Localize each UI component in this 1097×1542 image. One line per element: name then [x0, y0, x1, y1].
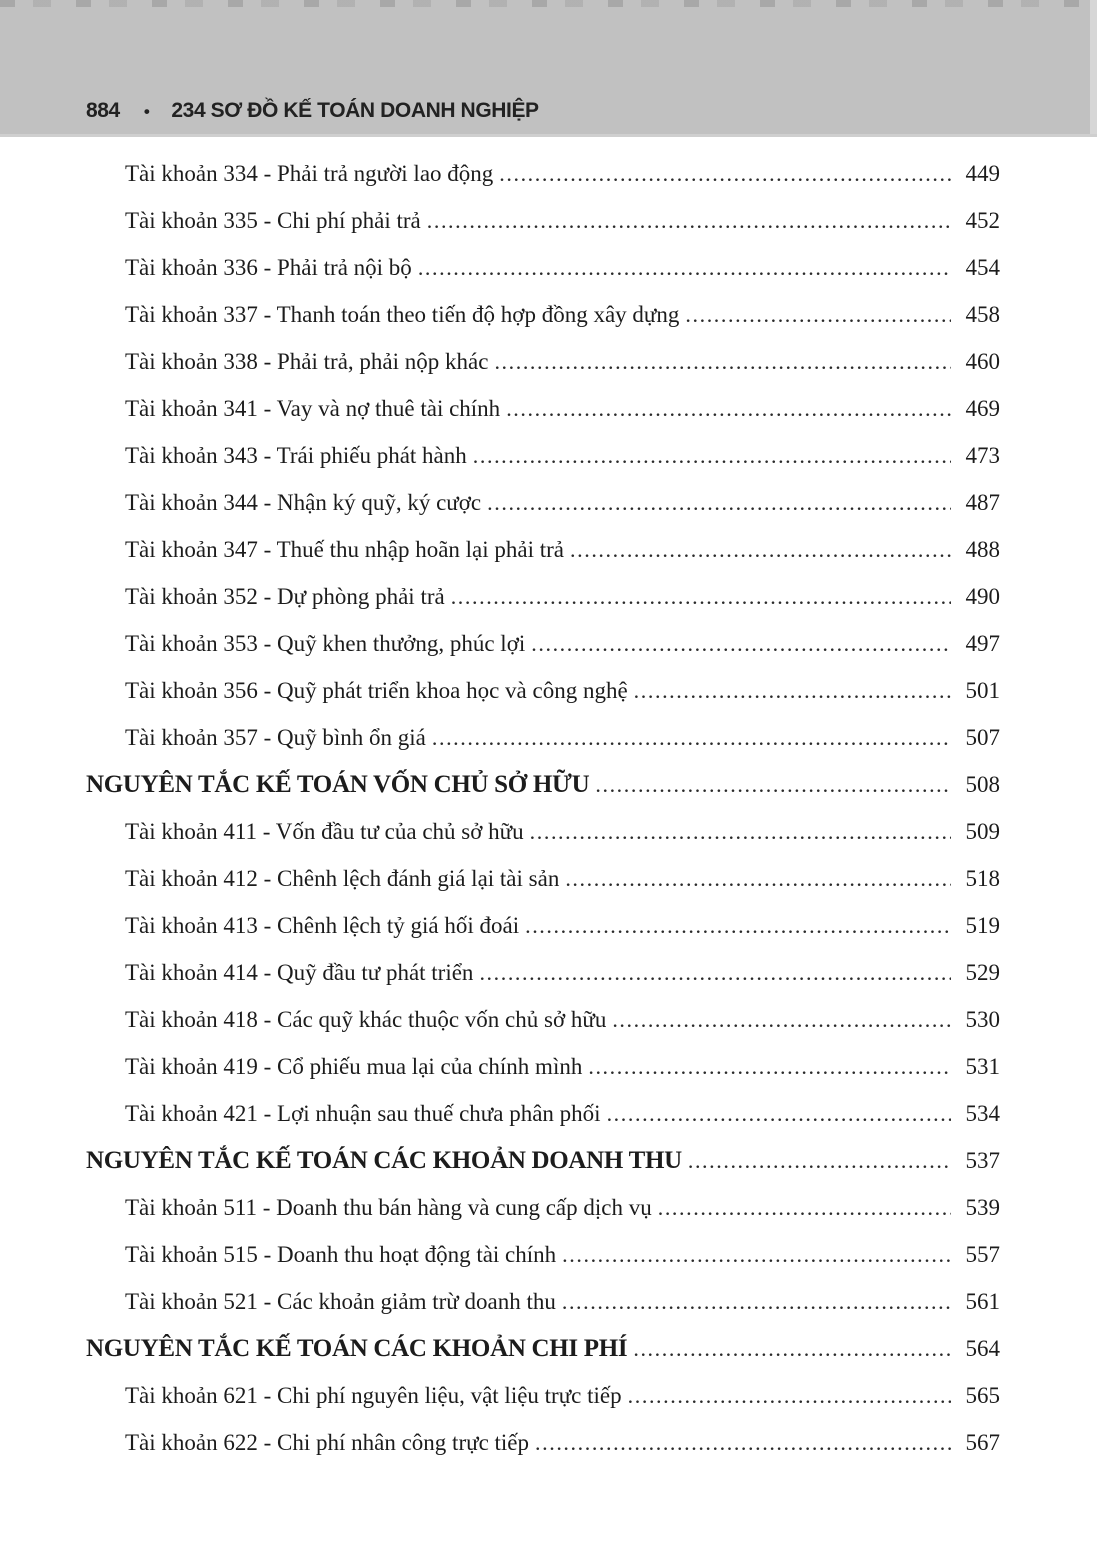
- toc-page-number: 557: [965, 1242, 1000, 1267]
- toc-entry-label: Tài khoản 347 - Thuế thu nhập hoãn lại phải trả: [125, 537, 565, 562]
- toc-dot-leader: [451, 573, 951, 620]
- toc-row: [0, 1419, 1097, 1466]
- toc-dot-leader: [658, 1184, 951, 1231]
- toc-row: [0, 479, 1097, 526]
- header-page-number: 884: [86, 99, 120, 122]
- toc-page-number: 454: [965, 255, 1000, 280]
- toc-dot-leader: [565, 855, 951, 902]
- toc-row: [0, 1043, 1097, 1090]
- toc-page-number: 534: [965, 1101, 1000, 1126]
- toc-page-number: 539: [965, 1195, 1000, 1220]
- toc-page-number: 537: [965, 1148, 1000, 1173]
- toc-row: [0, 244, 1097, 291]
- scan-edge-fade: [1090, 0, 1097, 134]
- toc-dot-leader: [418, 244, 951, 291]
- toc-page-number: 452: [965, 208, 1000, 233]
- toc-page-number: 564: [965, 1336, 1000, 1361]
- toc-row: [0, 432, 1097, 479]
- toc-row: [0, 949, 1097, 996]
- toc-row: [0, 761, 1097, 808]
- toc-row: [0, 1325, 1097, 1372]
- toc-row: [0, 902, 1097, 949]
- toc-dot-leader: [479, 949, 951, 996]
- toc-page-number: 487: [965, 490, 1000, 515]
- toc-entry-label: Tài khoản 352 - Dự phòng phải trả: [125, 584, 445, 609]
- toc-dot-leader: [588, 1043, 951, 1090]
- toc-row: [0, 573, 1097, 620]
- toc-page-number: 561: [965, 1289, 1000, 1314]
- toc-entry-label: NGUYÊN TẮC KẾ TOÁN CÁC KHOẢN CHI PHÍ: [86, 1335, 628, 1362]
- toc-entry-label: Tài khoản 419 - Cổ phiếu mua lại của chính mình: [125, 1054, 583, 1079]
- toc-dot-leader: [628, 1372, 951, 1419]
- toc-dot-leader: [633, 1325, 951, 1372]
- toc-entry-label: Tài khoản 411 - Vốn đầu tư của chủ sở hữu: [125, 819, 524, 844]
- toc-dot-leader: [525, 902, 951, 949]
- toc-row: [0, 291, 1097, 338]
- toc-page-number: 531: [965, 1054, 1000, 1079]
- toc-dot-leader: [494, 338, 951, 385]
- toc-dot-leader: [685, 291, 951, 338]
- toc-page-number: 458: [965, 302, 1000, 327]
- toc-dot-leader: [570, 526, 951, 573]
- toc-row: [0, 1137, 1097, 1184]
- toc-page-number: 469: [965, 396, 1000, 421]
- toc-dot-leader: [595, 761, 951, 808]
- toc-page-number: 473: [965, 443, 1000, 468]
- toc-page-number: 565: [965, 1383, 1000, 1408]
- toc-page-number: 519: [965, 913, 1000, 938]
- toc-dot-leader: [499, 150, 951, 197]
- toc-dot-leader: [612, 996, 951, 1043]
- toc-entry-label: Tài khoản 337 - Thanh toán theo tiến độ hợp đồng xây dựng: [125, 302, 680, 327]
- toc-entry-label: NGUYÊN TẮC KẾ TOÁN CÁC KHOẢN DOANH THU: [86, 1147, 682, 1174]
- toc-row: [0, 150, 1097, 197]
- scan-artifact-marks: [0, 0, 1097, 7]
- toc-entry-label: Tài khoản 341 - Vay và nợ thuê tài chính: [125, 396, 501, 421]
- toc-entry-label: Tài khoản 414 - Quỹ đầu tư phát triển: [125, 960, 474, 985]
- toc-entry-label: Tài khoản 521 - Các khoản giảm trừ doanh thu: [125, 1289, 556, 1314]
- toc-entry-label: Tài khoản 421 - Lợi nhuận sau thuế chưa phân phối: [125, 1101, 601, 1126]
- toc-dot-leader: [562, 1231, 951, 1278]
- toc-dot-leader: [562, 1278, 951, 1325]
- toc-row: [0, 526, 1097, 573]
- toc-row: [0, 338, 1097, 385]
- toc-entry-label: Tài khoản 357 - Quỹ bình ổn giá: [125, 725, 426, 750]
- toc-entry-label: Tài khoản 511 - Doanh thu bán hàng và cung cấp dịch vụ: [125, 1195, 652, 1220]
- toc-dot-leader: [427, 197, 951, 244]
- toc-entry-label: Tài khoản 515 - Doanh thu hoạt động tài chính: [125, 1242, 557, 1267]
- toc-page-number: 567: [965, 1430, 1000, 1455]
- toc-entry-label: Tài khoản 418 - Các quỹ khác thuộc vốn chủ sở hữu: [125, 1007, 607, 1032]
- toc-page-number: 508: [965, 772, 1000, 797]
- header-separator-dot: •: [143, 102, 150, 121]
- toc-entry-label: Tài khoản 335 - Chi phí phải trả: [125, 208, 421, 233]
- toc-row: [0, 808, 1097, 855]
- toc-entry-label: Tài khoản 344 - Nhận ký quỹ, ký cược: [125, 490, 482, 515]
- toc-row: [0, 667, 1097, 714]
- toc-entry-label: Tài khoản 356 - Quỹ phát triển khoa học và công nghệ: [125, 678, 628, 703]
- toc-entry-label: Tài khoản 621 - Chi phí nguyên liệu, vật liệu trực tiếp: [125, 1383, 622, 1408]
- toc-row: [0, 1184, 1097, 1231]
- toc-dot-leader: [688, 1137, 951, 1184]
- toc-entry-label: Tài khoản 334 - Phải trả người lao động: [125, 161, 494, 186]
- toc-dot-leader: [531, 620, 951, 667]
- toc-page-number: 507: [965, 725, 1000, 750]
- toc-list: [0, 137, 1097, 1466]
- toc-dot-leader: [530, 808, 951, 855]
- toc-row: [0, 620, 1097, 667]
- running-header: [86, 99, 539, 123]
- toc-page-number: 449: [965, 161, 1000, 186]
- toc-row: [0, 1372, 1097, 1419]
- toc-row: [0, 1090, 1097, 1137]
- toc-entry-label: Tài khoản 343 - Trái phiếu phát hành: [125, 443, 467, 468]
- page-header: [0, 0, 1097, 137]
- toc-page-number: 530: [965, 1007, 1000, 1032]
- toc-page-number: 497: [965, 631, 1000, 656]
- toc-entry-label: Tài khoản 353 - Quỹ khen thưởng, phúc lợi: [125, 631, 526, 656]
- toc-dot-leader: [506, 385, 951, 432]
- toc-entry-label: Tài khoản 413 - Chênh lệch tỷ giá hối đoái: [125, 913, 520, 938]
- toc-page-number: 460: [965, 349, 1000, 374]
- toc-row: [0, 385, 1097, 432]
- toc-page-number: 501: [965, 678, 1000, 703]
- toc-dot-leader: [634, 667, 951, 714]
- toc-page-number: 490: [965, 584, 1000, 609]
- toc-row: [0, 996, 1097, 1043]
- toc-page-number: 509: [965, 819, 1000, 844]
- toc-page-number: 529: [965, 960, 1000, 985]
- toc-dot-leader: [535, 1419, 951, 1466]
- toc-entry-label: Tài khoản 622 - Chi phí nhân công trực tiếp: [125, 1430, 530, 1455]
- toc-entry-label: Tài khoản 412 - Chênh lệch đánh giá lại tài sản: [125, 866, 560, 891]
- toc-entry-label: Tài khoản 336 - Phải trả nội bộ: [125, 255, 412, 280]
- toc-page-number: 518: [965, 866, 1000, 891]
- toc-row: [0, 197, 1097, 244]
- toc-row: [0, 855, 1097, 902]
- book-title: 234 SƠ ĐỒ KẾ TOÁN DOANH NGHIỆP: [171, 99, 539, 122]
- toc-page-number: 488: [965, 537, 1000, 562]
- toc-row: [0, 1278, 1097, 1325]
- toc-row: [0, 714, 1097, 761]
- toc-dot-leader: [487, 479, 951, 526]
- toc-dot-leader: [473, 432, 951, 479]
- toc-dot-leader: [432, 714, 951, 761]
- toc-entry-label: Tài khoản 338 - Phải trả, phải nộp khác: [125, 349, 489, 374]
- toc-entry-label: NGUYÊN TẮC KẾ TOÁN VỐN CHỦ SỞ HỮU: [86, 771, 590, 798]
- toc-dot-leader: [607, 1090, 951, 1137]
- toc-row: [0, 1231, 1097, 1278]
